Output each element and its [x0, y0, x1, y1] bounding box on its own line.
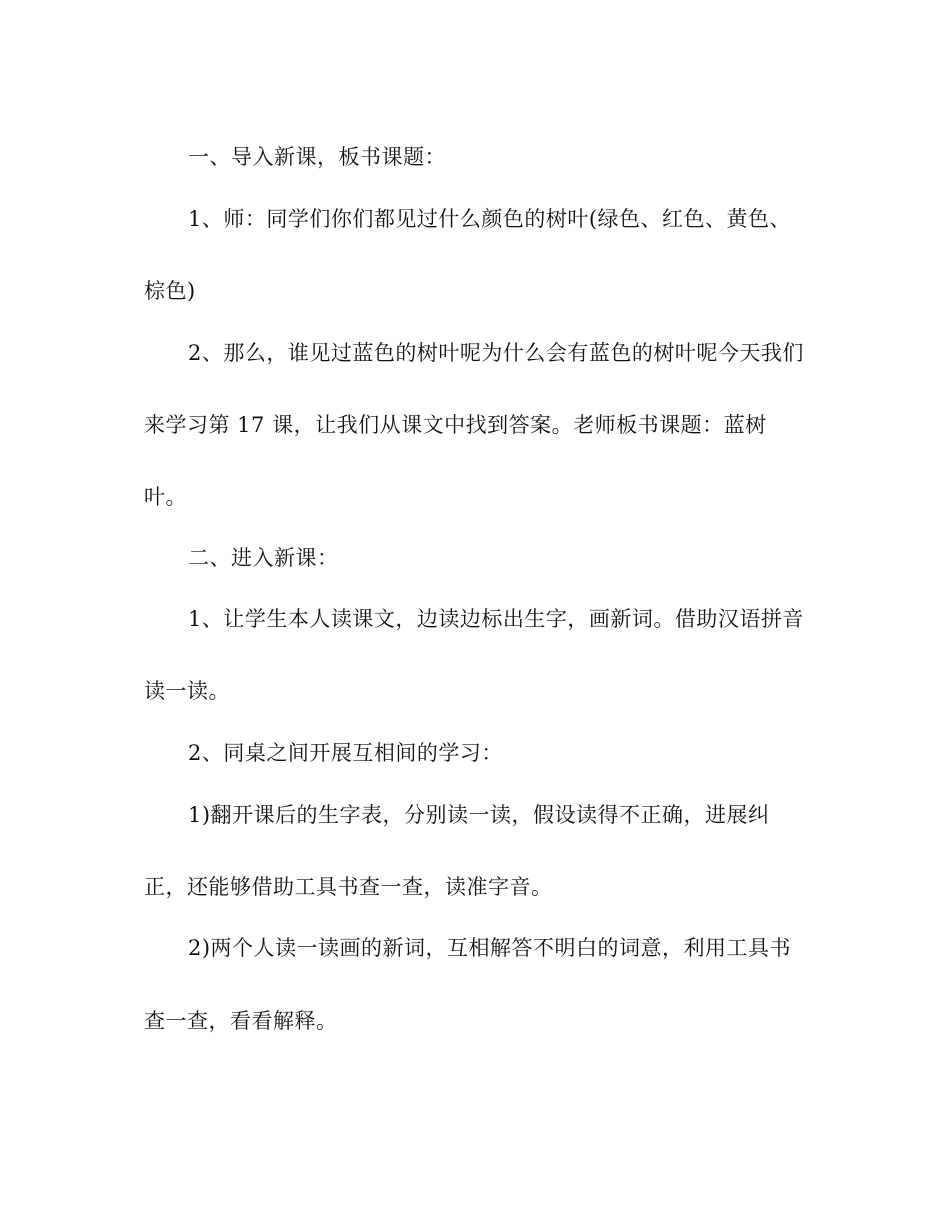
paragraph-line: 来学习第 17 课，让我们从课文中找到答案。老师板书课题：蓝树 [144, 413, 767, 437]
section-heading-2: 二、进入新课： [188, 546, 339, 570]
paragraph-line: 1、让学生本人读课文，边读边标出生字，画新词。借助汉语拼音 [188, 607, 804, 631]
paragraph-line: 叶。 [144, 485, 187, 509]
paragraph-line: 正，还能够借助工具书查一查，读准字音。 [144, 875, 553, 899]
paragraph-line: 1)翻开课后的生字表，分别读一读，假设读得不正确，进展纠 [188, 803, 770, 827]
paragraph-line: 2、同桌之间开展互相间的学习： [188, 741, 503, 765]
paragraph-line: 2)两个人读一读画的新词，互相解答不明白的词意，利用工具书 [188, 936, 792, 960]
paragraph-line: 2、那么，谁见过蓝色的树叶呢为什么会有蓝色的树叶呢今天我们 [188, 341, 804, 365]
paragraph-line: 查一查，看看解释。 [144, 1009, 338, 1033]
section-heading-1: 一、导入新课，板书课题： [188, 145, 446, 169]
paragraph-line: 读一读。 [144, 679, 230, 703]
paragraph-line: 棕色) [144, 279, 196, 303]
paragraph-line: 1、师：同学们你们都见过什么颜色的树叶(绿色、红色、黄色、 [188, 207, 792, 231]
